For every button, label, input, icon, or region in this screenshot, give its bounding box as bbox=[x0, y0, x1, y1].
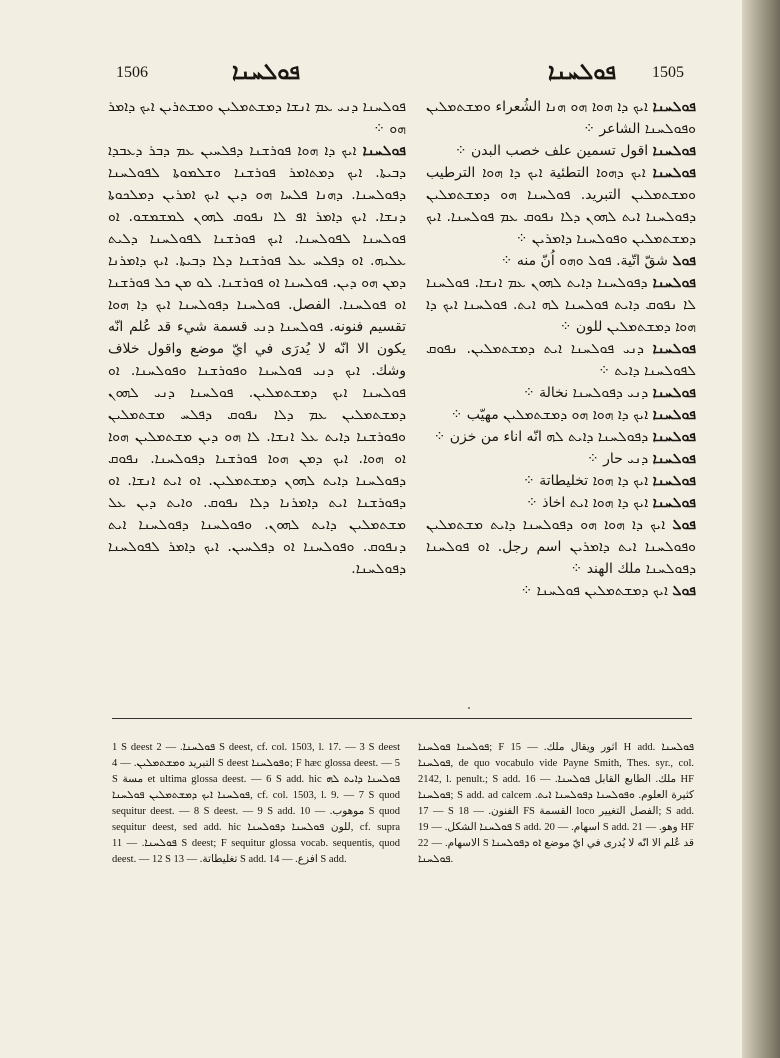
entry-text: ܐܝܟ ܕܐ ܗܘܐ ܦܘܪܫܢܐ ܕܦܠܚܝܢ ܥܡ ܕܒܪ ܕܥܒܕܐ ܕܒܝܬܐ. ܐܝܟ ܕܡܬܐܡܪ ܦܘܪܫܢܐ ܘܫܠܡܘܬܐ ܠܦܘܠܚܢܐ ܕܦܘܠܚܢܐ. ܕܗܢܐ ܦܠܚܐ ܗܘ ܕܝܢ ܐܝܟ ܐܡܪܝܢ ܕܡܠܟܘܬܐ ܕܢܫܐ. ܐܝܟ ܕܐܡܪ ܐܦ ܠܐ ܢܦܘܩ ܠܗܘܢ ܠܡܫܡܫܘ. ܐܘ ܦܘܠܚܢܐ ܠܦܘܠܚܢܐ. ܐܝܟ ܦܘܪܫܢܐ ܠܦܘܠܚܢܐ ܕܠܝܬ ܥܠܝܗ. ܐܘ ܕܦܠܚ ܥܠ ܦܘܪܫܢܐ ܕܠܐ ܕܒܝܬܐ. ܐܝܟ ܕܐܡܪܢܐ ܕܡܢ ܗܘ ܕܝܢ. ܦܘܠܚܢܐ ܐܘ ܦܘܪܫܢܐ. ܠܘ ܡܢ ܟܠ ܦܘܪܫܢܐ ܐܘ ܦܘܠܚܢܐ. الفصل. ܦܘܠܚܢܐ ܕܦܘܠܚܢܐ ܐܝܟ ܕܐ ܗܘܐ تقسيم فنونه. ܦܘܠܚܢܐ ܕܢܝ قسمة شيء قد عُلم انّه يكون الا انّه لا يُدرَى في ايّ موضع واقول خلاف وشك. ܐܝܟ ܕܢܝ ܦܘܠܚܢܐ ܘܦܘܪܫܢܐ ܘܦܘܠܚܢܐ. ܐܘ ܦܘܠܚܢܐ ܐܝܟ ܕܡܫܬܡܠܝܢ. ܦܘܠܚܢܐ ܕܢܝ ܠܗܘܢ ܕܡܫܬܡܠܝܢ ܥܡ ܕܠܐ ܢܦܘܩ ܕܦܠܚ ܡܫܬܡܠܝܢ ܘܦܘܪܫܢܐ ܕܐܝܬ ܥܠ ܐܢܫܐ. ܠܐ ܗܘ ܕܝܢ ܡܫܬܡܠܝܢ ܗܘܐ ܐܘ ܗܘܐ. ܐܝܟ ܕܡܢ ܗܘܐ ܦܘܪܫܢܐ ܕܦܘܠܚܢܐ. ܢܦܘܩ ܕܦܘܠܚܢܐ ܕܐܝܬ ܠܗܘܢ ܕܡܫܬܡܠܝܢ. ܐܘ ܐܝܬ ܐܢܫܐ. ܐܘ ܕܦܘܪܫܢܐ ܐܝܬ ܕܐܡܪܢܐ ܕܠܐ ܢܦܘܩ. ܘܐܝܬ ܕܝܢ ܥܠ ܡܫܬܡܠܝܢ ܕܐܝܬ ܠܗܘܢ. ܘܦܘܠܚܢܐ ܕܦܘܠܚܢܐ ܐܝܬ ܕܢܦܘܩ. ܘܦܘܠܚܢܐ ܐܘ ܕܦܠܚܝܢ. ܐܝܟ ܕܐܡܪ ܠܦܘܠܚܢܐ ܕܦܘܠܚܢܐ. bbox=[108, 143, 406, 577]
left-page-number: 1506 bbox=[116, 64, 148, 81]
entry-headword: ܦܘܠ bbox=[672, 253, 696, 269]
footnote-block: ܦܘܠܚܢܐ ܦܘܠܚܢܐ; F اثور ويقال ملك. — 15 H add. ܦܘܠܚܢܐ ܦܘܠܚܢܐ, de quo vocabulo vide Payne Smith, Thes. syr., col. 2142, l. penult.; S add. ملك. الطابع القابل ܦܘܠܚܢܐ. — 16 HF ܦܘܠܚܢܐ; S add. ad calcem كثيرة العلوم. ܘܦܘܠܚܢܐ ܕܦܘܠܚܢܐ ܐܝܬ. — 17 S الفنون. — 18 FS القسمة loco الفصل التغيير; S add. ܦܘܠܚܢܐ الشكل. — 19 S add. اسهام. — 20 S add. وهو. — 21 HF الاسهام. — 22 S قد عُلم الا انّه لا يُدرى في ايّ موضع ܐܘ ܕܦܘܠܚܢܐ ܦܘܠܚܢܐ. bbox=[418, 742, 695, 865]
right-page-number: 1505 bbox=[652, 64, 684, 81]
footnote-block: 1 S deest ܦܘܠܚܢܐ. — 2 S deest, cf. col. 1503, l. 17. — 3 S deest التبريد ܘܡܫܬܡܠܝܢ. — 4 S deest ܘܦܘܠܚܢܐ; F hæc glossa deest. — 5 S مسة et ultima glossa deest. — 6 S add. hic ܦܘܠܚܢܐ ܕܐܝܬ ܠܗ ܦܘܠܚܢܐ ܐܝܟ ܕܡܫܬܡܠܝܢ ܦܘܠܚܢܐ, cf. col. 1503, l. 9. — 7 S quod sequitur deest. — 8 S deest. — 9 S add. موهوب. — 10 S quod sequitur deest, sed add. hic للون ܦܘܠܚܢܐ ܕܦܘܠܚܢܐ, cf. supra ܦܘܠܚܢܐ. — 11 S deest; F sequitur glossa vocab. sequentis, quod deest. — 12 S تغليطاتة. — 13 S add. افزع. — 14 S add. bbox=[112, 742, 401, 865]
book-gutter bbox=[742, 0, 780, 1058]
entry-headword: ܦܘܠܚܢܐ bbox=[652, 341, 697, 357]
entry-paragraph bbox=[426, 426, 696, 448]
entry-paragraph bbox=[426, 162, 696, 250]
entry-text: ܐܝܟ ܕܐ ܗܘܐ ܗܘ ܕܦܘܠܚܢܐ ܕܐܝܬ ܡܫܬܡܠܝܢ ܘܦܘܠܚܢܐ ܐܝܬ ܕܐܡܪܝܢ اسم رجل. ܐܘ ܦܘܠܚܢܐ ܕܦܘܠܚܢܐ ملك الهند ⁘ bbox=[426, 517, 696, 577]
left-text-column bbox=[108, 96, 406, 580]
entry-text: ܐܝܟ ܕܐ ܗܘܐ تخليطاتة ⁘ bbox=[523, 473, 649, 489]
entry-paragraph bbox=[426, 250, 696, 272]
entry-paragraph bbox=[426, 448, 696, 470]
right-text-column bbox=[426, 96, 696, 602]
entry-text: ܐܝܟ ܕܐ ܗܘܐ ܗܘ ܗܢܐ الشُعراء ܘܡܫܬܡܠܝܢ ܘܦܘܠܚܢܐ الشاعر ⁘ bbox=[426, 99, 696, 137]
entry-headword: ܦܘܠܚܢܐ bbox=[652, 495, 696, 511]
left-running-title: ܦܘܠܚܢܐ bbox=[232, 60, 301, 85]
entry-headword: ܦܘܠܚܢܐ bbox=[652, 385, 696, 401]
entry-paragraph bbox=[426, 580, 696, 602]
entry-text: ܐܝܟ ܕܗܘܐ التطئية ܐܝܟ ܕܐ ܗܘܐ الترطيب ܘܡܫܬܡܠܝܢ التبريد. ܦܘܠܚܢܐ ܗܘ ܕܡܫܬܡܠܝܢ ܕܦܘܠܚܢܐ ܐܝܬ ܠܗܘܢ ܕܠܐ ܢܦܘܩ ܥܡ ܦܘܠܚܢܐ. ܐܝܟ ܕܡܫܬܡܠܝܢ ܘܦܘܠܚܢܐ ܕܐܡܪܝܢ ⁘ bbox=[426, 165, 696, 247]
entry-paragraph bbox=[426, 338, 696, 382]
entry-paragraph bbox=[108, 96, 406, 140]
entry-text: ܕܦܘܠܚܢܐ ܕܐܝܬ ܠܗ انّه اناء من خزن ⁘ bbox=[433, 429, 649, 445]
right-footnotes bbox=[418, 740, 694, 868]
entry-paragraph bbox=[426, 404, 696, 426]
entry-text: ܕܢܝ ܕܦܘܠܚܢܐ نخالة ⁘ bbox=[522, 385, 649, 401]
entry-text: ܐܝܟ ܕܐ ܗܘܐ ܐܝܬ اخاذ ⁘ bbox=[526, 495, 649, 511]
entry-paragraph bbox=[426, 382, 696, 404]
entry-text: ܐܝܟ ܕܐ ܗܘܐ ܗܘ ܕܡܫܬܡܠܝܢ مهيّب ⁘ bbox=[450, 407, 649, 423]
entry-text: ܕܢܝ ܦܘܠܚܢܐ ܐܝܬ ܕܡܫܬܡܠܝܢ. ܢܦܘܩ ܠܦܘܠܚܢܐ ܕܐܝܬ ⁘ bbox=[426, 341, 696, 379]
entry-paragraph bbox=[426, 514, 696, 580]
entry-headword: ܦܘܠܚܢܐ bbox=[652, 451, 696, 467]
entry-text: ܕܦܘܠܚܢܐ ܕܐܝܬ ܠܗܘܢ ܥܡ ܐܢܫܐ. ܦܘܠܚܢܐ ܠܐ ܢܦܘܩ ܕܐܝܬ ܦܘܠܚܢܐ ܠܗ ܐܝܬ. ܦܘܠܚܢܐ ܐܝܟ ܕܐ ܗܘܐ ܕܡܫܬܡܠܝܢ للون ⁘ bbox=[426, 275, 696, 335]
entry-paragraph bbox=[426, 272, 696, 338]
entry-headword: ܦܘܠܚܢܐ bbox=[652, 275, 697, 291]
entry-paragraph bbox=[426, 96, 696, 140]
entry-paragraph bbox=[108, 140, 406, 580]
entry-text: ܦܘܠܚܢܐ ܕܢܝ ܥܡ ܐܢܫܐ ܕܡܫܬܡܠܝܢ ܘܡܫܬܪܝܢ ܐܝܟ ܕܐܡܪ ܗܘ ⁘ bbox=[108, 99, 406, 137]
entry-text: ܐܝܟ ܕܡܫܬܡܠܝܢ ܦܘܠܚܢܐ ⁘ bbox=[520, 583, 668, 599]
entry-text: شقّ اتّية. ܦܘܠ ܘܗܘ اُنّ منه ⁘ bbox=[500, 253, 668, 269]
entry-headword: ܦܘܠ bbox=[672, 583, 696, 599]
footnote-separator bbox=[112, 718, 692, 719]
entry-headword: ܦܘܠܚܢܐ bbox=[652, 165, 696, 181]
entry-headword: ܦܘܠܚܢܐ bbox=[652, 473, 696, 489]
entry-headword: ܦܘܠܚܢܐ bbox=[652, 99, 697, 115]
entry-paragraph bbox=[426, 140, 696, 162]
entry-text: اقول تسمين علف خصب البدن ⁘ bbox=[454, 143, 649, 159]
entry-headword: ܦܘܠܚܢܐ bbox=[362, 143, 406, 159]
ink-speck bbox=[468, 707, 470, 709]
entry-paragraph bbox=[426, 492, 696, 514]
entry-headword: ܦܘܠ bbox=[672, 517, 697, 533]
entry-paragraph bbox=[426, 470, 696, 492]
right-running-title: ܦܘܠܚܢܐ bbox=[548, 60, 617, 85]
entry-text: ܕܢܝ حار ⁘ bbox=[586, 451, 649, 467]
entry-headword: ܦܘܠܚܢܐ bbox=[652, 429, 696, 445]
left-footnotes bbox=[112, 740, 400, 868]
entry-headword: ܦܘܠܚܢܐ bbox=[652, 143, 696, 159]
entry-headword: ܦܘܠܚܢܐ bbox=[652, 407, 696, 423]
